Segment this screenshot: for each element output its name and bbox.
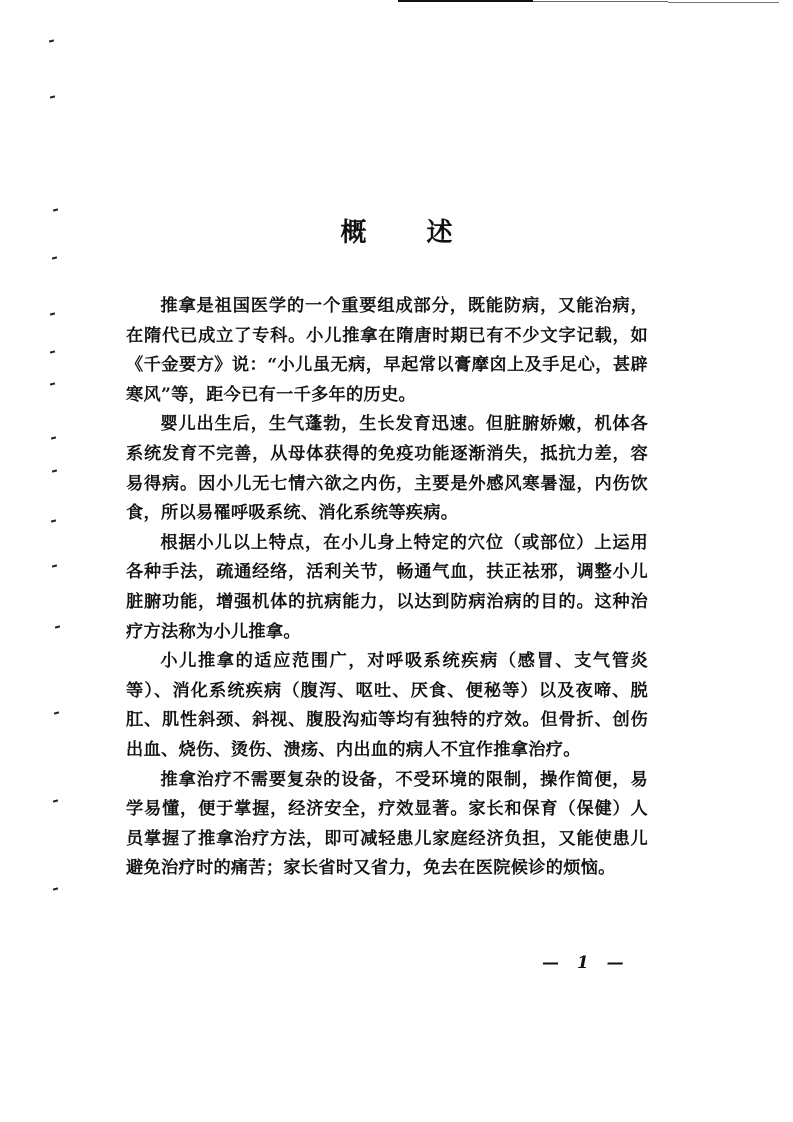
paragraph: 婴儿出生后，生气蓬勃，生长发育迅速。但脏腑娇嫩，机体各系统发育不完善，从母体获得的免疫功能逐渐消失，抵抗力差，容易得病。因小儿无七情六欲之内伤，主要是外感风寒暑湿，内伤饮食，所以易罹呼吸系统、消化系统等疾病。 [126,414,648,524]
scan-mark [52,564,57,567]
scan-mark [53,799,58,802]
scan-mark [55,625,60,628]
page-title [0,212,793,249]
scan-mark [50,350,55,353]
scan-mark [53,887,58,890]
page-number: — 1 — [542,953,630,973]
top-rule-segment [398,0,533,2]
page-title-char: 概 [340,218,367,248]
scan-mark [52,256,57,259]
top-rule-segment [668,2,779,3]
paragraph: 推拿是祖国医学的一个重要组成部分，既能防病，又能治病，在隋代已成立了专科。小儿推拿在隋唐时期已有不少文字记载，如《千金要方》说：“小儿虽无病，早起常以膏摩囟上及手足心，甚辟寒风”等，距今已有一千多年的历史。 [126,296,648,405]
scan-mark [50,95,55,98]
scan-mark [52,469,57,472]
scan-mark [51,519,56,522]
paragraph: 小儿推拿的适应范围广，对呼吸系统疾病（感冒、支气管炎等）、消化系统疾病（腹泻、呕吐、厌食、便秘等）以及夜啼、脱肛、肌性斜颈、斜视、腹股沟疝等均有独特的疗效。但骨折、创伤出血、烧伤、烫伤、溃疡、内出血的病人不宜作推拿治疗。 [126,651,648,760]
paragraph: 推拿治疗不需要复杂的设备，不受环境的限制，操作简便，易学易懂，便于掌握，经济安全，疗效显著。家长和保育（保健）人员掌握了推拿治疗方法，即可减轻患儿家庭经济负担，又能使患儿避免治疗时的痛苦；家长省时又省力，免去在医院候诊的烦恼。 [126,769,648,879]
scan-mark [50,312,55,315]
top-rule-segment [533,1,668,2]
scan-mark [54,711,59,714]
body-text [126,292,648,884]
scan-mark [50,382,55,385]
page-title-char: 述 [426,218,453,248]
scan-mark [51,436,56,439]
paragraph: 根据小儿以上特点，在小儿身上特定的穴位（或部位）上运用各种手法，疏通经络，活利关节，畅通气血，扶正祛邪，调整小儿脏腑功能，增强机体的抗病能力，以达到防病治病的目的。这种治疗方法称为小儿推拿。 [126,532,648,642]
scan-mark [49,39,54,42]
